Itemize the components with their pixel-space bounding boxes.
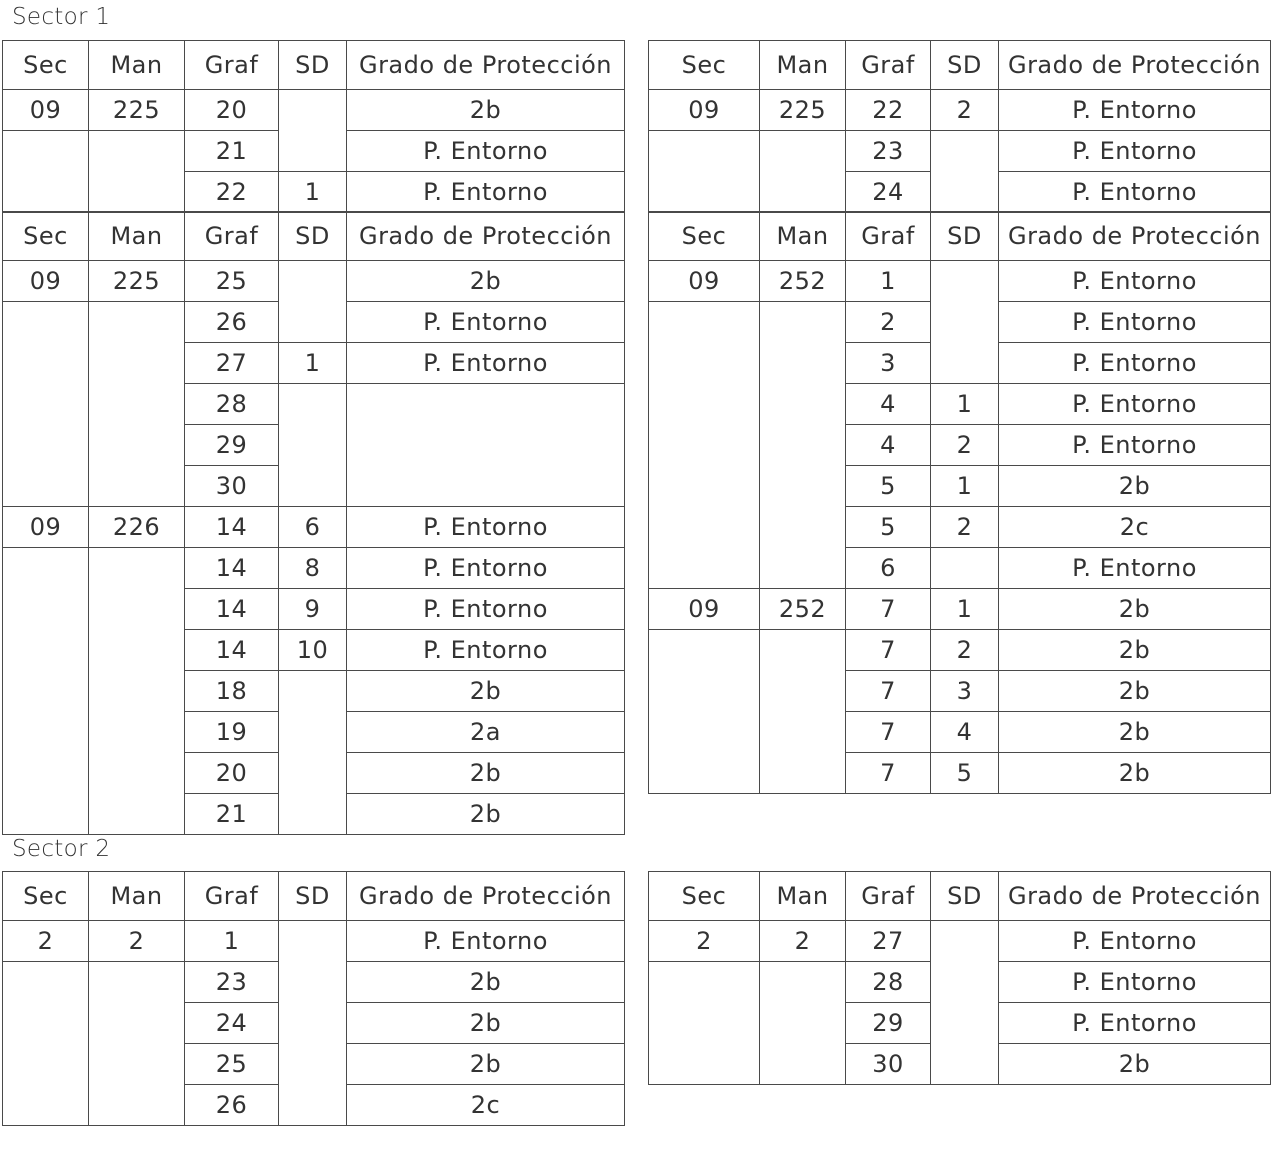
header-grado: Grado de Protección [999, 872, 1271, 921]
sector-2-table-a [2, 871, 625, 1126]
cell-grado: 2b [999, 671, 1271, 712]
cell-graf: 20 [185, 753, 279, 794]
cell-man: 225 [89, 261, 185, 302]
cell-grado: 2b [347, 90, 625, 131]
header-man: Man [89, 41, 185, 90]
header-man: Man [760, 212, 846, 261]
table-row [649, 589, 1271, 630]
cell-graf: 23 [846, 131, 931, 172]
cell-graf: 1 [846, 261, 931, 302]
cell-grado: P. Entorno [347, 172, 625, 213]
cell-sd [931, 921, 999, 1085]
cell-sec [649, 962, 760, 1085]
cell-sec: 09 [3, 507, 89, 548]
header-sd: SD [279, 872, 347, 921]
header-sd: SD [931, 212, 999, 261]
cell-grado: 2b [347, 794, 625, 835]
header-sec: Sec [649, 872, 760, 921]
table-row [3, 548, 625, 589]
cell-sd: 5 [931, 753, 999, 794]
cell-sec: 09 [3, 261, 89, 302]
header-graf: Graf [185, 212, 279, 261]
cell-graf: 19 [185, 712, 279, 753]
cell-graf: 3 [846, 343, 931, 384]
cell-graf: 22 [846, 90, 931, 131]
cell-sd: 1 [931, 589, 999, 630]
cell-graf: 29 [185, 425, 279, 466]
cell-graf: 18 [185, 671, 279, 712]
cell-man: 252 [760, 589, 846, 630]
cell-graf: 5 [846, 466, 931, 507]
cell-sd: 2 [931, 90, 999, 131]
cell-man: 225 [760, 90, 846, 131]
cell-graf: 30 [846, 1044, 931, 1085]
cell-sd: 10 [279, 630, 347, 671]
cell-grado: P. Entorno [347, 131, 625, 172]
header-sec: Sec [3, 41, 89, 90]
cell-grado: 2b [999, 589, 1271, 630]
header-sec: Sec [3, 212, 89, 261]
cell-graf: 14 [185, 507, 279, 548]
sector-1-table-a [2, 40, 625, 213]
cell-sd: 2 [931, 425, 999, 466]
cell-sec: 09 [649, 90, 760, 131]
table-header-row [3, 212, 625, 261]
header-grado: Grado de Protección [347, 872, 625, 921]
cell-grado: 2b [999, 753, 1271, 794]
cell-grado: P. Entorno [347, 589, 625, 630]
table-row [649, 131, 1271, 172]
cell-grado: 2b [999, 1044, 1271, 1085]
cell-grado: P. Entorno [999, 131, 1271, 172]
cell-sd: 6 [279, 507, 347, 548]
cell-sec: 09 [649, 261, 760, 302]
cell-man: 252 [760, 261, 846, 302]
cell-sd: 1 [279, 172, 347, 213]
table-row [3, 261, 625, 302]
table-row [3, 507, 625, 548]
cell-man [760, 962, 846, 1085]
cell-man [89, 962, 185, 1126]
cell-sec [3, 302, 89, 507]
cell-graf: 29 [846, 1003, 931, 1044]
cell-graf: 25 [185, 1044, 279, 1085]
table-header-row [649, 872, 1271, 921]
sector-1-label: Sector 1 [12, 4, 111, 30]
cell-graf: 14 [185, 548, 279, 589]
cell-grado: P. Entorno [347, 630, 625, 671]
cell-sec [649, 131, 760, 213]
cell-man [89, 131, 185, 213]
header-man: Man [89, 872, 185, 921]
table-row [649, 261, 1271, 302]
cell-grado: P. Entorno [347, 507, 625, 548]
cell-sec: 09 [3, 90, 89, 131]
sector-1-table-b [648, 40, 1271, 213]
cell-grado: P. Entorno [999, 384, 1271, 425]
cell-grado: 2b [999, 466, 1271, 507]
sector-1-table-c [2, 211, 625, 835]
cell-graf: 7 [846, 630, 931, 671]
cell-grado: P. Entorno [999, 90, 1271, 131]
table-row [649, 90, 1271, 131]
cell-graf: 27 [185, 343, 279, 384]
cell-man: 226 [89, 507, 185, 548]
cell-graf: 7 [846, 671, 931, 712]
cell-grado: P. Entorno [347, 302, 625, 343]
cell-man [760, 131, 846, 213]
cell-grado: P. Entorno [347, 548, 625, 589]
table-row [3, 921, 625, 962]
cell-man: 2 [760, 921, 846, 962]
cell-man [760, 302, 846, 589]
sector-1-table-d [648, 211, 1271, 794]
cell-sd [279, 671, 347, 835]
cell-graf: 6 [846, 548, 931, 589]
cell-sd: 8 [279, 548, 347, 589]
cell-sec [3, 962, 89, 1126]
table-row [649, 921, 1271, 962]
cell-graf: 24 [846, 172, 931, 213]
cell-sd [931, 548, 999, 589]
header-sec: Sec [3, 872, 89, 921]
cell-grado: P. Entorno [999, 962, 1271, 1003]
cell-man [89, 548, 185, 835]
cell-graf: 26 [185, 302, 279, 343]
header-grado: Grado de Protección [347, 212, 625, 261]
cell-sec [649, 630, 760, 794]
cell-sd: 1 [279, 343, 347, 384]
cell-graf: 21 [185, 794, 279, 835]
cell-graf: 25 [185, 261, 279, 302]
cell-sd: 1 [931, 384, 999, 425]
cell-grado: P. Entorno [999, 548, 1271, 589]
cell-grado: P. Entorno [999, 1003, 1271, 1044]
cell-grado: P. Entorno [999, 343, 1271, 384]
table-row [3, 90, 625, 131]
cell-graf: 4 [846, 384, 931, 425]
header-grado: Grado de Protección [999, 41, 1271, 90]
cell-graf: 4 [846, 425, 931, 466]
cell-sec: 09 [649, 589, 760, 630]
cell-sd [279, 90, 347, 172]
cell-grado: P. Entorno [999, 425, 1271, 466]
header-graf: Graf [846, 212, 931, 261]
cell-sd [931, 131, 999, 213]
cell-man: 225 [89, 90, 185, 131]
header-sd: SD [931, 872, 999, 921]
table-header-row [3, 872, 625, 921]
cell-graf: 7 [846, 589, 931, 630]
cell-graf: 14 [185, 630, 279, 671]
table-header-row [3, 41, 625, 90]
cell-graf: 20 [185, 90, 279, 131]
cell-graf: 27 [846, 921, 931, 962]
table-row [649, 630, 1271, 671]
cell-graf: 5 [846, 507, 931, 548]
cell-grado: 2b [347, 671, 625, 712]
header-sd: SD [279, 41, 347, 90]
header-graf: Graf [846, 872, 931, 921]
header-sec: Sec [649, 41, 760, 90]
cell-grado: 2b [347, 753, 625, 794]
cell-grado [347, 384, 625, 507]
sector-2-table-b [648, 871, 1271, 1085]
cell-graf: 22 [185, 172, 279, 213]
header-man: Man [89, 212, 185, 261]
cell-graf: 21 [185, 131, 279, 172]
cell-man [89, 302, 185, 507]
header-graf: Graf [185, 41, 279, 90]
header-grado: Grado de Protección [999, 212, 1271, 261]
cell-man: 2 [89, 921, 185, 962]
cell-grado: P. Entorno [999, 172, 1271, 213]
cell-man [760, 630, 846, 794]
cell-graf: 28 [846, 962, 931, 1003]
header-sd: SD [279, 212, 347, 261]
cell-grado: 2b [999, 630, 1271, 671]
header-man: Man [760, 41, 846, 90]
cell-grado: 2a [347, 712, 625, 753]
cell-grado: 2b [999, 712, 1271, 753]
cell-sec [3, 131, 89, 213]
cell-sec: 2 [649, 921, 760, 962]
cell-sec [3, 548, 89, 835]
header-man: Man [760, 872, 846, 921]
cell-sd: 2 [931, 630, 999, 671]
cell-graf: 7 [846, 712, 931, 753]
header-sec: Sec [649, 212, 760, 261]
cell-graf: 23 [185, 962, 279, 1003]
header-graf: Graf [846, 41, 931, 90]
cell-sd: 2 [931, 507, 999, 548]
sector-2-label: Sector 2 [12, 836, 111, 862]
cell-sd: 1 [931, 466, 999, 507]
header-graf: Graf [185, 872, 279, 921]
cell-sd [279, 921, 347, 1126]
cell-graf: 1 [185, 921, 279, 962]
header-sd: SD [931, 41, 999, 90]
cell-sd: 9 [279, 589, 347, 630]
cell-grado: P. Entorno [347, 921, 625, 962]
cell-grado: 2b [347, 1003, 625, 1044]
cell-grado: 2c [999, 507, 1271, 548]
cell-grado: P. Entorno [999, 261, 1271, 302]
cell-graf: 24 [185, 1003, 279, 1044]
cell-sd: 4 [931, 712, 999, 753]
cell-grado: 2b [347, 962, 625, 1003]
table-header-row [649, 41, 1271, 90]
cell-graf: 28 [185, 384, 279, 425]
cell-sd [279, 384, 347, 507]
cell-graf: 2 [846, 302, 931, 343]
cell-sd: 3 [931, 671, 999, 712]
header-grado: Grado de Protección [347, 41, 625, 90]
cell-grado: P. Entorno [347, 343, 625, 384]
cell-grado: 2b [347, 261, 625, 302]
cell-sd [931, 261, 999, 384]
cell-graf: 30 [185, 466, 279, 507]
cell-graf: 14 [185, 589, 279, 630]
cell-sec [649, 302, 760, 589]
cell-grado: P. Entorno [999, 302, 1271, 343]
table-header-row [649, 212, 1271, 261]
cell-graf: 7 [846, 753, 931, 794]
cell-grado: 2c [347, 1085, 625, 1126]
cell-sec: 2 [3, 921, 89, 962]
cell-graf: 26 [185, 1085, 279, 1126]
cell-grado: 2b [347, 1044, 625, 1085]
cell-grado: P. Entorno [999, 921, 1271, 962]
cell-sd [279, 261, 347, 343]
